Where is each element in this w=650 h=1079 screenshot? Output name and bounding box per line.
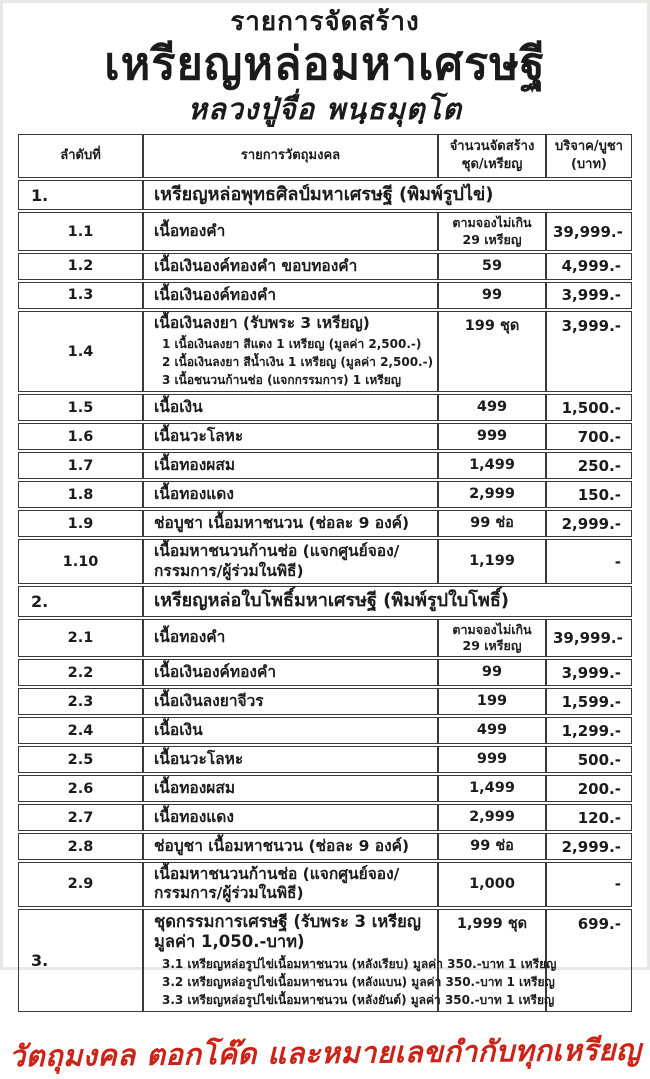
row-label (143, 510, 438, 537)
row-label-text: เนื้อทองแดง (154, 807, 234, 826)
row-label (143, 717, 438, 744)
page-subtitle: เหรียญหล่อมหาเศรษฐี (104, 37, 546, 91)
row-label-text: เนื้อเงิน (154, 720, 203, 739)
document-header (3, 3, 647, 124)
row-no: 1.10 (18, 539, 143, 584)
row-no: 2.4 (18, 717, 143, 744)
row-label-text: ชุดกรรมการเศรษฐี (รับพระ 3 เหรียญ มูลค่า 1,050.-บาท) (154, 911, 421, 952)
row-label-text: เนื้อมหาชนวนก้านช่อ (แจกศูนย์จอง/กรรมการ/ผู้ร่วมในพิธี) (154, 542, 400, 580)
row-price: 150.- (546, 481, 632, 508)
row-qty-line2: 29 เหรียญ (462, 637, 522, 653)
table-row (18, 452, 632, 479)
row-label-text: ช่อบูชา เนื้อมหาชนวน (ช่อละ 9 องค์) (154, 836, 410, 855)
table-row (18, 659, 632, 686)
row-subline: 2 เนื้อเงินลงยา สีน้ำเงิน 1 เหรียญ (มูลค่า 2,500.-) (162, 355, 434, 370)
row-price: 4,999.- (546, 253, 632, 280)
row-label-text: เนื้อทองคำ (154, 628, 226, 647)
row-qty: 1,499 (438, 775, 546, 802)
row-label-text: เนื้อมหาชนวนก้านช่อ (แจกศูนย์จอง/กรรมการ/ผู้ร่วมในพิธี) (154, 865, 400, 903)
row-label-text: เนื้อนวะโลหะ (154, 427, 244, 446)
header-price-line1: บริจาค/บูชา (555, 139, 623, 155)
row-price: 1,500.- (546, 394, 632, 421)
row-qty (438, 212, 546, 251)
row-qty: 499 (438, 394, 546, 421)
table-row (18, 394, 632, 421)
row-no: 1.8 (18, 481, 143, 508)
row-label-text: เนื้อนวะโลหะ (154, 749, 244, 768)
table-row (18, 746, 632, 773)
table-row (18, 775, 632, 802)
row-price: 39,999.- (546, 212, 632, 251)
row-no: 2.3 (18, 688, 143, 715)
row-qty: 59 (438, 253, 546, 280)
row-label (143, 253, 438, 280)
row-price: 2,999.- (546, 833, 632, 860)
section-row (18, 180, 632, 211)
row-price: 699.- (546, 909, 632, 1012)
row-price: 250.- (546, 452, 632, 479)
table-row (18, 539, 632, 584)
row-no: 2.2 (18, 659, 143, 686)
row-qty: 999 (438, 423, 546, 450)
row-label-text: เนื้อทองผสม (154, 778, 236, 797)
header-qty-line2: ชุด/เหรียญ (461, 156, 523, 172)
row-no: 1.4 (18, 311, 143, 392)
row-label-text: เนื้อทองคำ (154, 222, 226, 241)
row-no: 3. (18, 909, 143, 1012)
table-header-row (18, 134, 632, 178)
row-price: - (546, 539, 632, 584)
row-label-text: ช่อบูชา เนื้อมหาชนวน (ช่อละ 9 องค์) (154, 514, 410, 533)
table-row (18, 282, 632, 309)
row-qty: 99 ช่อ (438, 833, 546, 860)
row-subline: 3.3 เหรียญหล่อรูปไข่เนื้อมหาชนวน (หลังยันต์) มูลค่า 350.-บาท 1 เหรียญ (162, 993, 555, 1008)
row-subline: 1 เนื้อเงินลงยา สีแดง 1 เหรียญ (มูลค่า 2,500.-) (162, 337, 422, 352)
row-price: 700.- (546, 423, 632, 450)
page-title: รายการจัดสร้าง (230, 7, 420, 37)
row-label (143, 539, 438, 584)
row-label (143, 833, 438, 860)
table-row (18, 909, 632, 1012)
row-price: 500.- (546, 746, 632, 773)
row-no: 1.2 (18, 253, 143, 280)
row-qty-line1: ตามจองไม่เกิน (452, 621, 532, 637)
row-sublines (154, 955, 557, 1009)
row-label (143, 180, 632, 211)
table-row (18, 212, 632, 251)
row-label (143, 659, 438, 686)
row-label (143, 394, 438, 421)
row-label-text: เนื้อทองแดง (154, 485, 234, 504)
row-no: 1.9 (18, 510, 143, 537)
table-row (18, 423, 632, 450)
row-qty: 199 (438, 688, 546, 715)
row-no: 2.1 (18, 619, 143, 658)
header-qty-line1: จำนวนจัดสร้าง (449, 139, 535, 155)
header-qty (438, 134, 546, 178)
row-label (143, 452, 438, 479)
row-no: 2. (18, 586, 143, 617)
row-no: 1.1 (18, 212, 143, 251)
row-label-text: เนื้อทองผสม (154, 456, 236, 475)
row-no: 1.6 (18, 423, 143, 450)
row-no: 2.5 (18, 746, 143, 773)
header-price-line2: (บาท) (570, 156, 607, 172)
row-label-text: เนื้อเงินองค์ทองคำ ขอบทองคำ (154, 256, 358, 275)
table-row (18, 804, 632, 831)
row-qty: 499 (438, 717, 546, 744)
row-label-text: เหรียญหล่อพุทธศิลป์มหาเศรษฐี (พิมพ์รูปไข่) (154, 183, 494, 205)
row-no: 2.9 (18, 862, 143, 907)
row-price: - (546, 862, 632, 907)
row-qty: 1,999 ชุด (438, 909, 546, 1012)
row-qty: 1,000 (438, 862, 546, 907)
row-no: 1.5 (18, 394, 143, 421)
row-qty: 199 ชุด (438, 311, 546, 392)
row-label (143, 212, 438, 251)
row-no: 1.7 (18, 452, 143, 479)
monk-name: หลวงปู่จื่อ พนฺธมุตฺโต (187, 91, 463, 126)
price-table (18, 132, 632, 1014)
section-row (18, 586, 632, 617)
row-label (143, 688, 438, 715)
row-label (143, 862, 438, 907)
row-label (143, 746, 438, 773)
row-qty: 1,499 (438, 452, 546, 479)
row-label (143, 804, 438, 831)
row-qty-line2: 29 เหรียญ (462, 231, 522, 247)
row-price: 3,999.- (546, 659, 632, 686)
row-label-text: เนื้อเงินลงยาจีวร (154, 691, 264, 710)
row-no: 2.7 (18, 804, 143, 831)
row-price: 39,999.- (546, 619, 632, 658)
header-no: ลำดับที่ (18, 134, 143, 178)
row-label-text: เหรียญหล่อใบโพธิ์มหาเศรษฐี (พิมพ์รูปใบโพธิ์) (154, 590, 510, 612)
row-no: 1. (18, 180, 143, 211)
row-label (143, 619, 438, 658)
row-label-text: เนื้อเงิน (154, 398, 203, 417)
row-subline: 3.1 เหรียญหล่อรูปไข่เนื้อมหาชนวน (หลังเรียบ) มูลค่า 350.-บาท 1 เหรียญ (162, 957, 557, 972)
row-qty: 99 (438, 659, 546, 686)
row-label (143, 586, 632, 617)
row-label (143, 311, 438, 392)
row-label-text: เนื้อเงินลงยา (รับพระ 3 เหรียญ) (154, 313, 370, 332)
row-label (143, 481, 438, 508)
table-row (18, 688, 632, 715)
row-price: 2,999.- (546, 510, 632, 537)
row-label (143, 775, 438, 802)
row-qty: 2,999 (438, 804, 546, 831)
row-qty: 99 ช่อ (438, 510, 546, 537)
table-row (18, 253, 632, 280)
table-row (18, 862, 632, 907)
row-price: 200.- (546, 775, 632, 802)
footer-note: วัตถุมงคล ตอกโค๊ด และหมายเลขกำกับทุกเหรียญ (8, 1032, 642, 1074)
row-qty: 99 (438, 282, 546, 309)
table-row (18, 619, 632, 658)
row-qty: 2,999 (438, 481, 546, 508)
table-row (18, 833, 632, 860)
table-row (18, 510, 632, 537)
row-no: 2.6 (18, 775, 143, 802)
row-qty-line1: ตามจองไม่เกิน (452, 215, 532, 231)
row-label (143, 282, 438, 309)
row-qty: 999 (438, 746, 546, 773)
table-row (18, 481, 632, 508)
row-price: 3,999.- (546, 311, 632, 392)
table-header (18, 134, 632, 178)
row-price: 3,999.- (546, 282, 632, 309)
row-label-text: เนื้อเงินองค์ทองคำ (154, 662, 277, 681)
row-no: 1.3 (18, 282, 143, 309)
row-qty (438, 619, 546, 658)
row-sublines (154, 335, 434, 389)
row-label (143, 423, 438, 450)
row-price: 120.- (546, 804, 632, 831)
row-subline: 3 เนื้อชนวนก้านช่อ (แจกกรรมการ) 1 เหรียญ (162, 373, 401, 388)
row-price: 1,599.- (546, 688, 632, 715)
table-row (18, 717, 632, 744)
header-item: รายการวัตถุมงคล (143, 134, 438, 178)
row-qty: 1,199 (438, 539, 546, 584)
table-row (18, 311, 632, 392)
table-body (18, 180, 632, 1012)
row-no: 2.8 (18, 833, 143, 860)
header-price (546, 134, 632, 178)
row-label-text: เนื้อเงินองค์ทองคำ (154, 285, 277, 304)
row-price: 1,299.- (546, 717, 632, 744)
row-subline: 3.2 เหรียญหล่อรูปไข่เนื้อมหาชนวน (หลังแบน) มูลค่า 350.-บาท 1 เหรียญ (162, 975, 555, 990)
